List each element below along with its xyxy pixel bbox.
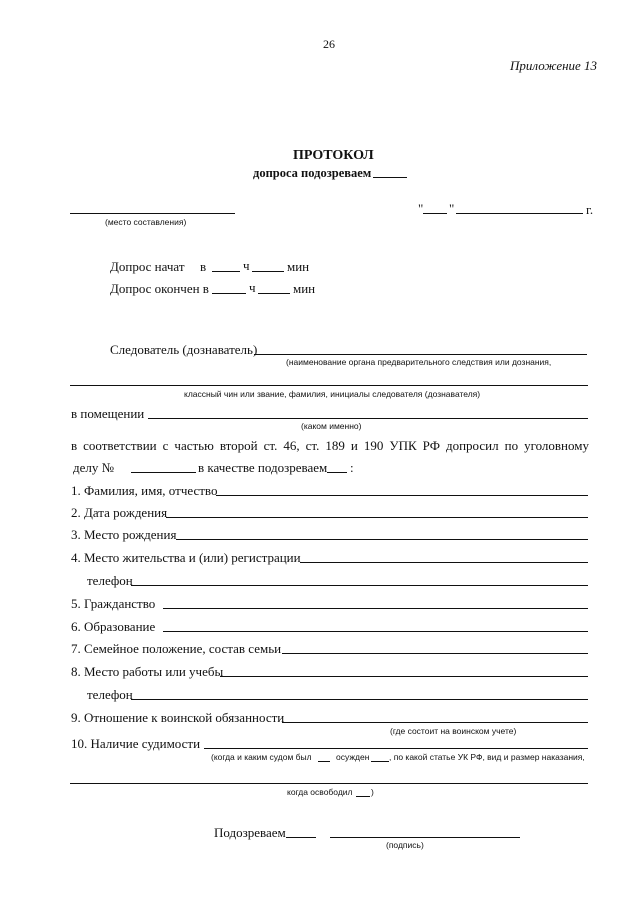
field-work-blank	[220, 676, 588, 677]
place-blank	[70, 213, 235, 214]
basis-line: в соответствии с частью второй ст. 46, ст. 189 и 190 УПК РФ допросил по уголовному	[71, 438, 589, 453]
field-conviction-caption-a: (когда и каким судом был	[211, 752, 312, 762]
field-work-label: 8. Место работы или учебы	[71, 664, 224, 679]
field-birth-date-blank	[166, 517, 588, 518]
field-conviction-caption-blank-2	[371, 761, 389, 762]
end-minute-unit: мин	[293, 281, 316, 296]
start-minute-blank	[252, 271, 284, 272]
field-conviction-blank-2	[70, 783, 588, 784]
signature-caption: (подпись)	[386, 840, 424, 850]
field-phone-blank-1	[131, 585, 588, 586]
field-education-blank	[163, 631, 588, 632]
case-prefix: делу №	[73, 460, 115, 475]
field-birth-place-label: 3. Место рождения	[71, 527, 177, 542]
field-phone-label-2: телефон	[87, 687, 133, 702]
investigator-blank-2	[70, 385, 588, 386]
appendix-label: Приложение 13	[510, 58, 598, 73]
field-birth-date-label: 2. Дата рождения	[71, 505, 168, 520]
start-hour-blank	[212, 271, 240, 272]
date-quote-close: "	[449, 201, 455, 216]
case-suffix: в качестве подозреваем	[198, 460, 328, 475]
end-minute-blank	[258, 293, 290, 294]
field-conviction-caption-2-end: )	[371, 787, 374, 797]
date-quote-open: "	[418, 201, 424, 216]
place-caption: (место составления)	[105, 217, 187, 227]
field-family-label: 7. Семейное положение, состав семьи	[71, 641, 282, 656]
date-month-blank	[456, 213, 583, 214]
field-residence-label: 4. Место жительства и (или) регистрации	[71, 550, 301, 565]
field-full-name-label: 1. Фамилия, имя, отчество	[71, 483, 218, 498]
end-hour-unit: ч	[249, 280, 256, 295]
field-full-name-blank	[216, 495, 588, 496]
start-hour-unit: ч	[243, 258, 250, 273]
field-citizenship-label: 5. Гражданство	[71, 596, 156, 611]
signature-blank	[330, 837, 520, 838]
page-number: 26	[323, 37, 335, 51]
field-conviction-caption-c: , по какой статье УК РФ, вид и размер наказания,	[389, 752, 585, 762]
field-conviction-caption-blank-1	[318, 761, 330, 762]
signature-ending-blank	[286, 837, 316, 838]
field-conviction-label: 10. Наличие судимости	[71, 736, 201, 751]
investigator-caption-2: классный чин или звание, фамилия, инициалы следователя (дознавателя)	[184, 389, 481, 399]
end-label: Допрос окончен в	[110, 281, 209, 296]
field-phone-blank-2	[131, 699, 588, 700]
end-hour-blank	[212, 293, 246, 294]
field-education-label: 6. Образование	[71, 619, 156, 634]
field-military-caption: (где состоит на воинском учете)	[390, 726, 517, 736]
investigator-caption-1: (наименование органа предварительного следствия или дознания,	[286, 357, 552, 367]
date-year-suffix: г.	[586, 202, 594, 217]
room-caption: (каком именно)	[301, 421, 362, 431]
investigator-blank	[254, 354, 587, 355]
document-title: ПРОТОКОЛ	[293, 148, 374, 163]
case-ending-blank	[327, 472, 347, 473]
case-end: :	[350, 460, 354, 475]
field-conviction-caption-2: когда освободил	[287, 787, 353, 797]
subtitle-ending-blank	[373, 177, 407, 178]
start-label: Допрос начат	[110, 259, 185, 274]
field-family-blank	[282, 653, 588, 654]
room-label: в помещении	[71, 406, 145, 421]
field-military-label: 9. Отношение к воинской обязанности	[71, 710, 285, 725]
investigator-label: Следователь (дознаватель)	[110, 342, 258, 357]
field-phone-label-1: телефон	[87, 573, 133, 588]
date-day-blank	[423, 213, 447, 214]
field-military-blank	[282, 722, 588, 723]
signature-label: Подозреваем	[214, 825, 286, 840]
field-citizenship-blank	[163, 608, 588, 609]
field-conviction-blank	[204, 748, 588, 749]
document-subtitle: допроса подозреваем	[253, 166, 372, 180]
field-conviction-caption-b: осужден	[336, 752, 370, 762]
start-at: в	[200, 259, 207, 274]
field-birth-place-blank	[176, 539, 588, 540]
case-number-blank	[131, 472, 196, 473]
field-residence-blank	[300, 562, 588, 563]
room-blank	[148, 418, 588, 419]
start-minute-unit: мин	[287, 259, 310, 274]
field-conviction-caption2-blank	[356, 796, 370, 797]
